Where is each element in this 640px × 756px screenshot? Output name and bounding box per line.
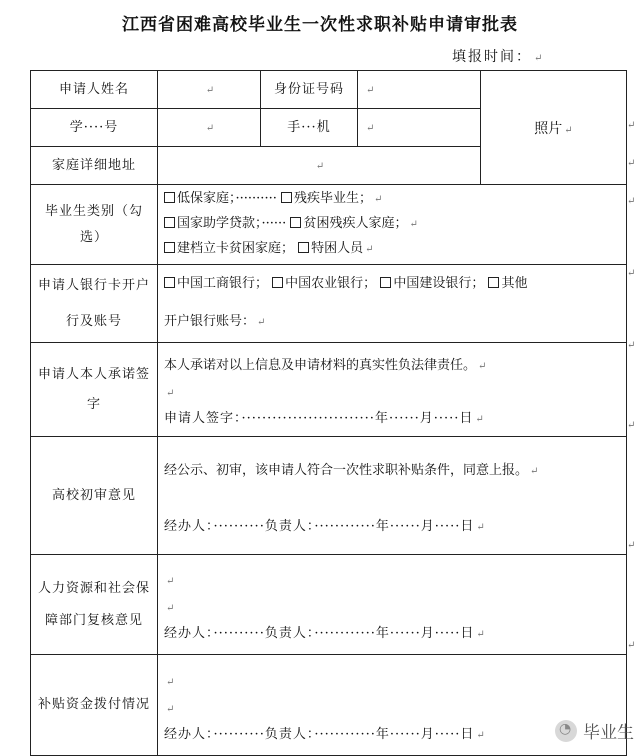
- subsidy-cell: ↵ ↵ 经办人：··········负责人：············年······月·····日 ↵: [158, 655, 627, 756]
- label-phone: 手···机: [261, 109, 358, 147]
- row-hr-review: [31, 555, 627, 655]
- school-opinion-text: 经公示、初审，该申请人符合一次性求职补贴条件，同意上报。 ↵: [164, 462, 539, 478]
- commitment-cell: 本人承诺对以上信息及申请材料的真实性负法律责任。 ↵ ↵ 申请人签字：··························年······月·····日 ↵: [158, 343, 627, 437]
- label-commitment: 申请人本人承诺签字: [31, 343, 158, 437]
- checkbox-abc[interactable]: 中国农业银行；: [272, 276, 376, 291]
- row-name-id: [31, 71, 627, 109]
- wechat-watermark: ◔ 毕业生: [555, 718, 634, 743]
- fill-time-label: 填报时间： ↵: [452, 49, 545, 65]
- hr-signature-line[interactable]: 经办人：··········负责人：············年······月·····日 ↵: [164, 626, 486, 641]
- bank-account-label: 开户银行账号：: [164, 314, 256, 329]
- checkbox-poor-disabled-family[interactable]: 贫困残疾人家庭；: [290, 216, 407, 231]
- bank-options: 中国工商银行； 中国农业银行； 中国建设银行； 其他 开户银行账号： ↵: [158, 265, 627, 343]
- checkbox-low-income[interactable]: 低保家庭；: [164, 191, 236, 206]
- address-field[interactable]: ↵: [158, 147, 481, 185]
- label-category: 毕业生类别（勾选）: [31, 185, 158, 265]
- applicant-name-field[interactable]: ↵: [158, 71, 261, 109]
- label-school-opinion: 高校初审意见: [31, 437, 158, 555]
- commitment-text: 本人承诺对以上信息及申请材料的真实性负法律责任。 ↵: [164, 358, 487, 373]
- row-school-opinion: [31, 437, 627, 555]
- label-hr-review: 人力资源和社会保障部门复核意见: [31, 555, 158, 655]
- row-subsidy: [31, 655, 627, 756]
- applicant-signature-line[interactable]: 申请人签字：··························年······月·····日 ↵: [164, 411, 485, 426]
- hr-review-cell: ↵ ↵ 经办人：··········负责人：············年······月·····日 ↵: [158, 555, 627, 655]
- row-end-mark: ↵: [627, 340, 636, 351]
- checkbox-ccb[interactable]: 中国建设银行；: [380, 276, 484, 291]
- school-opinion-cell: [158, 437, 627, 555]
- row-end-mark: ↵: [627, 540, 636, 551]
- row-end-mark: ↵: [627, 196, 636, 207]
- row-end-mark: ↵: [627, 120, 636, 131]
- row-end-mark: ↵: [627, 640, 636, 651]
- checkbox-extremely-poor[interactable]: 特困人员: [298, 241, 363, 256]
- student-no-field[interactable]: ↵: [158, 109, 261, 147]
- checkbox-registered-poor[interactable]: 建档立卡贫困家庭；: [164, 241, 294, 256]
- checkbox-disabled-graduate[interactable]: 残疾毕业生；: [281, 191, 372, 206]
- checkbox-icbc[interactable]: 中国工商银行；: [164, 276, 268, 291]
- checkbox-other[interactable]: 其他: [488, 276, 527, 291]
- row-end-mark: ↵: [627, 158, 636, 169]
- row-category: [31, 185, 627, 265]
- phone-field[interactable]: ↵: [358, 109, 481, 147]
- label-address: 家庭详细地址: [31, 147, 158, 185]
- label-bank: 申请人银行卡开户行及账号: [31, 265, 158, 343]
- school-signature-line[interactable]: 经办人：··········负责人：············年······月·····日 ↵: [164, 518, 486, 534]
- subsidy-signature-line[interactable]: 经办人：··········负责人：············年······月·····日 ↵: [164, 726, 486, 742]
- wechat-icon: [555, 720, 577, 742]
- row-bank: [31, 265, 627, 343]
- id-number-field[interactable]: ↵: [358, 71, 481, 109]
- row-end-mark: ↵: [627, 268, 636, 279]
- category-options: 低保家庭；·········· 残疾毕业生； ↵ 国家助学贷款；······ 贫困残疾人家庭； ↵ 建档立卡贫困家庭； 特困人员 ↵: [158, 185, 627, 265]
- checkbox-student-loan[interactable]: 国家助学贷款；: [164, 216, 262, 231]
- row-commitment: [31, 343, 627, 437]
- label-applicant-name: 申请人姓名: [31, 71, 158, 109]
- row-end-mark: ↵: [627, 420, 636, 431]
- label-student-no: 学····号: [31, 109, 158, 147]
- form-title: 江西省困难高校毕业生一次性求职补贴申请审批表: [122, 15, 518, 35]
- label-subsidy: 补贴资金拨付情况: [31, 655, 158, 756]
- label-id-number: 身份证号码: [261, 71, 358, 109]
- photo-box: 照片 ↵: [481, 71, 627, 185]
- application-form-table: [30, 70, 627, 756]
